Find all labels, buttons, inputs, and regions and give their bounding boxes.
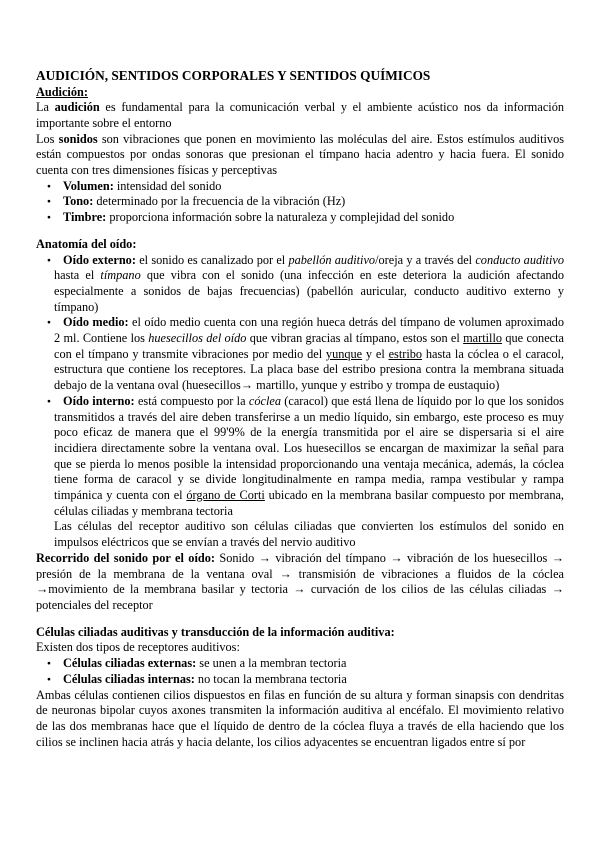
list-item-tono (47, 194, 564, 210)
paragraph-celulas-receptor (54, 519, 564, 550)
text-segment: Oído medio: (63, 315, 129, 330)
text-segment: Oído externo: (63, 252, 136, 267)
text-segment: es fundamental para la comunicación verbal y el ambiente acústico nos da información importante sobre el entorno (36, 100, 564, 130)
sound-dimensions-list (36, 179, 564, 226)
list-item-text (54, 315, 564, 392)
text-segment: Timbre: (63, 210, 107, 225)
list-item-oido-medio (47, 315, 565, 394)
text-segment: que vibra con el sonido (una infección en este deteriora la audición afectando especialmente a sonidos de bajas frecuencias) (pabellón auricular, conducto auditivo externo y tímpano) (54, 268, 564, 314)
text-segment: martillo (463, 331, 503, 346)
text-segment: pabellón auditivo (288, 252, 376, 267)
text-segment: no tocan la membrana tectoria (194, 671, 347, 686)
bullet-icon: ● (47, 198, 51, 206)
text-segment: Ambas células contienen cilios dispuestos en filas en función de su altura y forman sinapsis con dendritas de neuronas bipolar cuyos axones transmiten la información auditiva al encéfalo. El movimiento relativo de las dos membranas hace que el líquido de dentro de la cóclea fluya a través de ella haciendo que los cilios se inclinen hacia atrás y hacia delante, los cilios adyacentes se encuentran ligados entre sí por (36, 687, 564, 749)
bullet-icon: ● (47, 397, 51, 405)
text-segment: /oreja y a través del (375, 252, 476, 267)
text-segment: el sonido es canalizado por el (135, 252, 289, 267)
paragraph-ambas-celulas (36, 688, 564, 751)
text-segment: Células ciliadas externas: (63, 656, 197, 671)
document-title (36, 68, 564, 85)
text-segment: son vibraciones que ponen en movimiento las moléculas del aire. Estos estímulos auditivos están compuestos por ondas sonoras que presionan el tímpano hacia adentro y hacia fuera. El sonido cuenta con tres dimensiones físicas y perceptivas (36, 131, 564, 178)
list-item-text (63, 179, 221, 193)
text-segment: Las células del receptor auditivo son células ciliadas que convierten los estímulos del sonido en impulsos eléctricos que se envían a través del nervio auditivo (54, 519, 564, 550)
text-segment: hasta el (54, 268, 101, 283)
text-segment: audición (54, 100, 100, 115)
bullet-icon: ● (47, 660, 51, 668)
paragraph-recorrido (36, 551, 564, 614)
heading-audicion (36, 85, 564, 101)
list-item-text (54, 253, 564, 314)
list-item-oido-interno (47, 393, 564, 520)
list-item-celulas-externas (47, 656, 564, 672)
text-segment: (caracol) que está llena de líquido por lo que los sonidos transmitidos a través del aire deben transferirse a un medio líquido, sin embargo, este proceso es muy poco eficaz de manera que el 99'9% de la energía transmitida por el aire se dispersaria si el aire incidiera directamente sobre la ventana oval. Los huesecillos se encargan de maximizar la señal para que se pierda lo menos posible la intensidad proporcionando una ventaja mecánica, además, la cóclea tiene forma de caracol y se divide longitudinalmente en rampa media, rampa vestibular y rampa timpánica y cuenta con el (54, 393, 564, 503)
text-segment: y el (362, 346, 389, 361)
list-item-text (63, 210, 454, 224)
text-segment: proporciona información sobre la naturaleza y complejidad del sonido (106, 210, 455, 225)
text-segment: Existen dos tipos de receptores auditivos: (36, 640, 240, 655)
paragraph-audicion-intro (36, 100, 564, 131)
text-segment: Células ciliadas auditivas y transducción de la información auditiva: (36, 624, 395, 639)
text-segment: Los (36, 131, 59, 146)
text-segment: se unen a la membran tectoria (196, 656, 347, 671)
list-item-celulas-internas (47, 671, 564, 688)
text-segment: el oído medio cuenta con una región hueca detrás del tímpano de volumen aproximado 2 ml. Contiene los (54, 315, 564, 346)
text-segment: está compuesto por la (134, 393, 249, 408)
text-segment: órgano de Corti (186, 488, 265, 503)
list-item-volumen (47, 178, 564, 195)
list-item-timbre (47, 210, 564, 226)
bullet-icon: ● (47, 214, 51, 222)
bullet-icon: ● (47, 182, 51, 190)
paragraph-tipos-receptores (36, 640, 564, 656)
text-segment: determinado por la frecuencia de la vibración (Hz) (93, 194, 346, 209)
text-segment: Recorrido del sonido por el oído: (36, 550, 215, 565)
list-item-text (63, 672, 347, 686)
text-segment: Anatomía del oído: (36, 236, 137, 251)
ear-anatomy-list (36, 253, 564, 520)
text-segment: Sonido → vibración del tímpano → vibración de los huesecillos → presión de la membrana de la ventana oval → transmisión de vibraciones a fluidos de la cóclea →movimiento de la membrana basilar y tectoria → curvación de los cilios de las células ciliadas → potenciales del receptor (36, 550, 564, 612)
text-segment: cóclea (248, 393, 281, 408)
text-segment: yunque (325, 346, 363, 361)
text-segment: conducto auditivo (475, 252, 564, 267)
bullet-icon: ● (47, 675, 51, 683)
heading-celulas-ciliadas (36, 625, 564, 641)
text-segment: que conecta con el tímpano y transmite vibraciones por medio del (54, 331, 564, 361)
text-segment: AUDICIÓN, SENTIDOS CORPORALES Y SENTIDOS QUÍMICOS (36, 68, 431, 83)
text-segment: estribo (388, 346, 423, 361)
text-segment: Volumen: (63, 178, 114, 193)
list-item-text (54, 394, 564, 518)
heading-anatomia (36, 237, 564, 253)
text-segment: hasta la cóclea o el caracol, estructura que contiene los receptores. La placa base del estribo presiona contra la membrana situada debajo de la ventana oval (huesecillos→ martillo, yunque y estribo y trompa de eustaquio) (54, 346, 565, 393)
list-item-oido-externo (47, 252, 564, 316)
paragraph-sonidos (36, 132, 564, 179)
text-segment: que vibran gracias al tímpano, estos son el (246, 331, 464, 346)
text-segment: Oído interno: (63, 393, 135, 408)
text-segment: Audición: (36, 84, 88, 99)
text-segment: sonidos (58, 131, 98, 146)
receptor-types-list (36, 656, 564, 687)
text-segment: La (36, 100, 55, 115)
text-segment: Células ciliadas internas: (63, 671, 195, 686)
text-segment: Tono: (63, 194, 94, 209)
list-item-text (63, 194, 345, 208)
text-segment: huesecillos del oído (148, 331, 247, 346)
text-segment: intensidad del sonido (113, 178, 222, 193)
bullet-icon: ● (47, 319, 51, 327)
bullet-icon: ● (47, 256, 51, 264)
text-segment: ubicado en la membrana basilar compuesto por membrana, células ciliadas y membrana tectoria (54, 488, 564, 518)
text-segment: tímpano (100, 268, 141, 283)
list-item-text (63, 656, 346, 670)
